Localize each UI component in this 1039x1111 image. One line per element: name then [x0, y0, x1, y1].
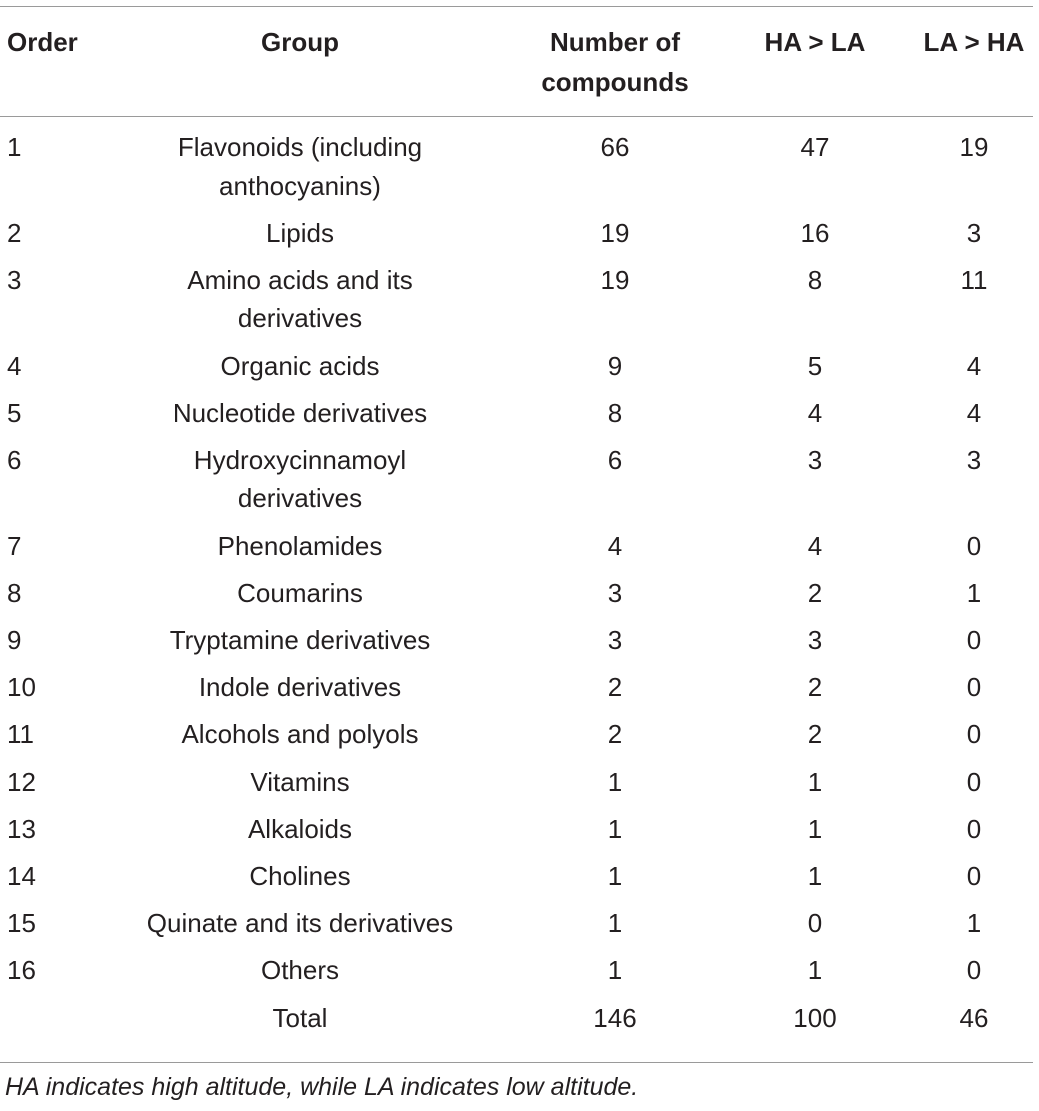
cell-group-line: Quinate and its derivatives [146, 908, 454, 939]
cell-number-of-compounds: 2 [607, 672, 623, 703]
cell-group-line: Nucleotide derivatives [172, 397, 428, 428]
cell-ha-gt-la: 3 [807, 625, 823, 655]
cell-ha-gt-la: 2 [807, 672, 823, 703]
cell-group-line: Coumarins [237, 577, 363, 608]
cell-la-gt-ha: 3 [966, 444, 982, 475]
cell-group [100, 621, 500, 660]
cell-order: 8 [7, 577, 22, 608]
cell-number-of-compounds: 66 [600, 132, 630, 162]
cell-number-of-compounds: 1 [607, 813, 623, 844]
header-number-line2: compounds [541, 67, 689, 97]
table-row [0, 857, 1039, 904]
cell-la-gt-ha: 11 [960, 264, 988, 295]
cell-number-of-compounds: 146 [593, 1002, 637, 1033]
cell-group [100, 951, 500, 990]
table-row [0, 668, 1039, 715]
cell-la-gt-ha: 0 [966, 860, 982, 891]
cell-ha-gt-la: 47 [800, 132, 830, 162]
cell-order: 12 [7, 766, 36, 797]
cell-group [100, 668, 500, 707]
cell-order: 2 [7, 217, 22, 248]
cell-order: 14 [7, 860, 36, 891]
cell-group-line: derivatives [237, 303, 363, 334]
cell-order: 13 [7, 813, 36, 844]
cell-ha-gt-la: 5 [807, 350, 823, 381]
table-row [0, 441, 1039, 527]
cell-order: 3 [7, 264, 22, 295]
cell-ha-gt-la: 1 [807, 955, 823, 986]
cell-order: 9 [7, 625, 22, 655]
table-body [0, 128, 1039, 1046]
cell-la-gt-ha: 0 [966, 719, 982, 750]
cell-ha-gt-la: 0 [807, 908, 823, 939]
cell-group [100, 904, 500, 943]
header-la-gt-ha: LA > HA [923, 27, 1025, 57]
table-row [0, 621, 1039, 668]
cell-group [100, 999, 500, 1038]
cell-group-line: anthocyanins) [219, 170, 381, 201]
header-number-of-compounds [515, 22, 715, 102]
table-bottom-rule [0, 1062, 1033, 1063]
cell-number-of-compounds: 19 [600, 217, 630, 248]
cell-group-line: Alcohols and polyols [181, 719, 419, 750]
cell-group-line: Organic acids [220, 350, 380, 381]
cell-group-line: Alkaloids [247, 813, 353, 844]
cell-group-line: Vitamins [250, 766, 350, 797]
cell-order: 11 [7, 719, 34, 750]
cell-group-line: Others [260, 955, 340, 986]
cell-number-of-compounds: 1 [607, 955, 623, 986]
cell-order: 15 [7, 908, 36, 939]
cell-group-line: Amino acids and its [187, 264, 413, 295]
table-footnote: HA indicates high altitude, while LA indicates low altitude. [5, 1073, 639, 1101]
cell-la-gt-ha: 0 [966, 530, 982, 561]
cell-la-gt-ha: 0 [966, 813, 982, 844]
table-row [0, 347, 1039, 394]
cell-group-line: Cholines [249, 860, 351, 891]
cell-ha-gt-la: 4 [807, 397, 823, 428]
table-row [0, 763, 1039, 810]
cell-group-line: Phenolamides [217, 530, 383, 561]
cell-la-gt-ha: 0 [966, 955, 982, 986]
cell-number-of-compounds: 8 [607, 397, 623, 428]
table-row [0, 261, 1039, 347]
cell-la-gt-ha: 3 [966, 217, 982, 248]
table-row [0, 951, 1039, 998]
cell-order: 5 [7, 397, 22, 428]
cell-number-of-compounds: 9 [607, 350, 623, 381]
cell-la-gt-ha: 0 [966, 672, 982, 703]
cell-group-line: Flavonoids (including [177, 132, 423, 162]
cell-group [100, 347, 500, 386]
cell-ha-gt-la: 100 [793, 1002, 837, 1033]
cell-ha-gt-la: 1 [807, 766, 823, 797]
cell-number-of-compounds: 4 [607, 530, 623, 561]
cell-number-of-compounds: 1 [607, 860, 623, 891]
cell-la-gt-ha: 4 [966, 397, 982, 428]
cell-group [100, 574, 500, 613]
cell-ha-gt-la: 2 [807, 577, 823, 608]
cell-la-gt-ha: 46 [959, 1002, 989, 1033]
cell-group-line: derivatives [237, 483, 363, 514]
table-row [0, 527, 1039, 574]
cell-ha-gt-la: 8 [807, 264, 823, 295]
table-row [0, 214, 1039, 261]
cell-order: 10 [7, 672, 36, 703]
table-row [0, 715, 1039, 762]
table-row [0, 904, 1039, 951]
table-row [0, 394, 1039, 441]
header-order: Order [7, 27, 78, 57]
cell-number-of-compounds: 19 [600, 264, 630, 295]
cell-la-gt-ha: 1 [966, 908, 982, 939]
cell-number-of-compounds: 1 [607, 766, 623, 797]
table-row [0, 574, 1039, 621]
cell-ha-gt-la: 3 [807, 444, 823, 475]
cell-group-line: Indole derivatives [198, 672, 402, 703]
cell-order: 6 [7, 444, 22, 475]
cell-la-gt-ha: 1 [966, 577, 982, 608]
cell-ha-gt-la: 1 [807, 860, 823, 891]
cell-order: 4 [7, 350, 22, 381]
cell-group-line: Total [272, 1002, 328, 1033]
cell-number-of-compounds: 3 [607, 625, 623, 655]
cell-group [100, 715, 500, 754]
cell-group-line: Tryptamine derivatives [169, 625, 431, 655]
header-number-line1: Number of [550, 27, 680, 57]
cell-number-of-compounds: 6 [607, 444, 623, 475]
cell-number-of-compounds: 3 [607, 577, 623, 608]
cell-number-of-compounds: 2 [607, 719, 623, 750]
cell-group [100, 527, 500, 566]
table-header-rule [0, 116, 1033, 117]
table-row-total [0, 999, 1039, 1046]
header-ha-gt-la: HA > LA [764, 27, 866, 57]
cell-ha-gt-la: 1 [807, 813, 823, 844]
table-header [0, 0, 1039, 116]
cell-order: 1 [7, 132, 22, 162]
cell-ha-gt-la: 4 [807, 530, 823, 561]
cell-la-gt-ha: 4 [966, 350, 982, 381]
cell-group [100, 394, 500, 433]
cell-number-of-compounds: 1 [607, 908, 623, 939]
cell-group [100, 857, 500, 896]
cell-group [100, 261, 500, 338]
cell-la-gt-ha: 19 [959, 132, 989, 162]
cell-group-line: Lipids [266, 217, 334, 248]
table-row [0, 810, 1039, 857]
cell-ha-gt-la: 2 [807, 719, 823, 750]
cell-group [100, 810, 500, 849]
cell-group [100, 214, 500, 253]
cell-ha-gt-la: 16 [800, 217, 830, 248]
cell-la-gt-ha: 0 [966, 766, 982, 797]
cell-group [100, 763, 500, 802]
cell-order: 7 [7, 530, 22, 561]
cell-order: 16 [7, 955, 36, 986]
cell-group-line: Hydroxycinnamoyl [193, 444, 407, 475]
cell-group [100, 441, 500, 518]
header-group: Group [261, 27, 339, 57]
cell-group [100, 128, 500, 205]
cell-la-gt-ha: 0 [966, 625, 982, 655]
table-row [0, 128, 1039, 214]
